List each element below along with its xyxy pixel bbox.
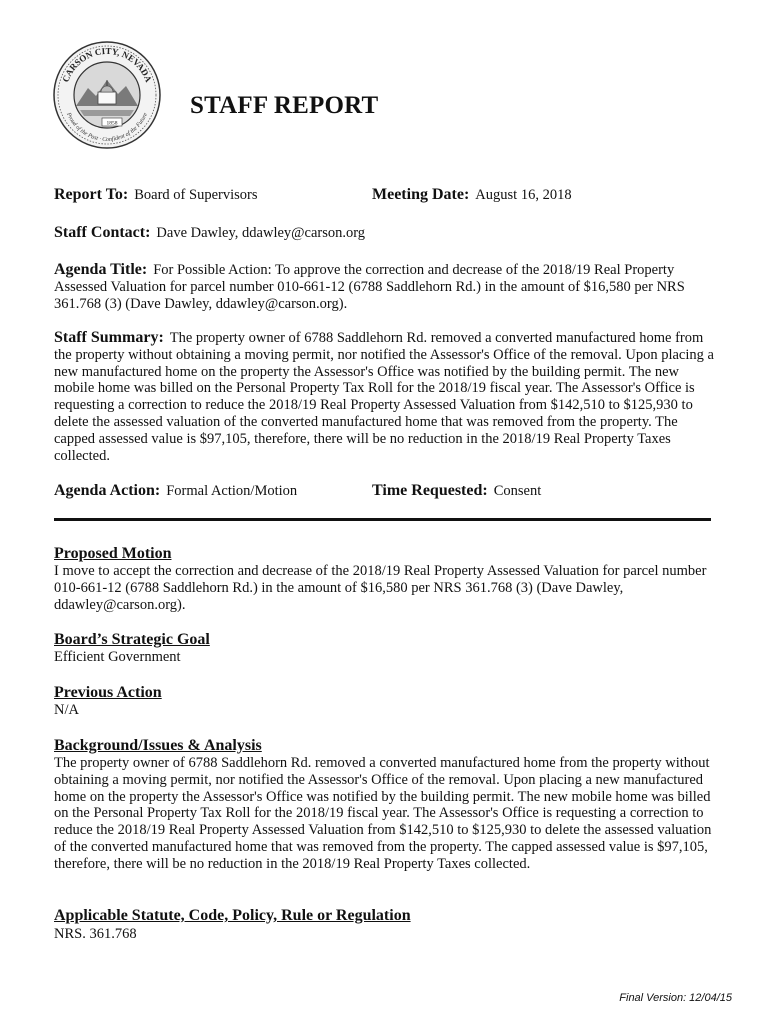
time-requested-label: Time Requested:	[372, 482, 488, 499]
agenda-title-paragraph	[54, 262, 718, 312]
statute-body: NRS. 361.768	[54, 926, 137, 942]
staff-contact-value: Dave Dawley, ddawley@carson.org	[156, 225, 366, 241]
agenda-action-value: Formal Action/Motion	[166, 483, 298, 499]
seal-city-text: CARSON CITY, NEVADA	[60, 45, 154, 84]
statute-heading: Applicable Statute, Code, Policy, Rule or Regulation	[54, 907, 411, 924]
previous-action-heading: Previous Action	[54, 684, 162, 701]
page-title: STAFF REPORT	[190, 92, 379, 119]
proposed-motion-heading: Proposed Motion	[54, 545, 172, 562]
time-requested-value: Consent	[493, 483, 542, 499]
staff-summary-paragraph	[54, 330, 718, 464]
meeting-date-value: August 16, 2018	[475, 187, 572, 203]
final-version-footer: Final Version: 12/04/15	[619, 992, 732, 1004]
meeting-date-field	[372, 186, 572, 204]
background-body: The property owner of 6788 Saddlehorn Rd. removed a converted manufactured home from the property without obtaining a moving permit, nor notified the Assessor's Office of the removal. Upon placing a new manufactured home on the property the Assessor's Office was notified by the building permit. The new mobile home was billed on the Personal Property Tax Roll for the 2018/19 fiscal year. The Assessor's Office is requesting a correction to reduce the 2018/19 Real Property Assessed Valuation from $142,510 to $125,930 to delete the assessed valuation of the converted manufactured home that was removed from the property. The capped assessed value is $97,105, therefore, there will be no reduction in the 2018/19 Real Property Taxes collected.	[54, 755, 712, 872]
proposed-motion-body: I move to accept the correction and decrease of the 2018/19 Real Property Assessed Valuation for parcel number 010-661-12 (6788 Saddlehorn Rd.) in the amount of $16,580 per NRS 361.768 (3) (Dave Dawley, ddawley@carson.org).	[54, 563, 707, 613]
svg-text:1858: 1858	[106, 120, 118, 127]
staff-contact-field	[54, 224, 365, 242]
staff-summary-label: Staff Summary:	[54, 329, 164, 346]
strategic-goal-body: Efficient Government	[54, 649, 181, 665]
meeting-date-label: Meeting Date:	[372, 186, 470, 203]
agenda-action-label: Agenda Action:	[54, 482, 161, 499]
city-seal-logo	[52, 40, 162, 150]
agenda-title-label: Agenda Title:	[54, 261, 148, 278]
report-to-field	[54, 186, 257, 204]
background-heading: Background/Issues & Analysis	[54, 737, 262, 754]
staff-summary-value: The property owner of 6788 Saddlehorn Rd. removed a converted manufactured home from the property without obtaining a moving permit, nor notified the Assessor's Office of the removal. Upon placing a new manufactured home on the property the Assessor's Office was notified by the building permit. The new mobile home was billed on the Personal Property Tax Roll for the 2018/19 fiscal year. The Assessor's Office is requesting a correction to reduce the 2018/19 Real Property Assessed Valuation from $142,510 to $125,930 to delete the assessed valuation of the converted manufactured home that was removed from the property. The capped assessed value is $97,105, therefore, there will be no reduction in the 2018/19 Real Property Taxes collected.	[54, 330, 714, 464]
report-to-value: Board of Supervisors	[134, 187, 258, 203]
agenda-title-value: For Possible Action: To approve the correction and decrease of the 2018/19 Real Property Assessed Valuation for parcel number 010-661-12 (6788 Saddlehorn Rd.) in the amount of $16,580 per NRS 361.768 (3) (Dave Dawley, ddawley@carson.org).	[54, 262, 685, 312]
seal-motto-text: Proud of the Past · Confident of the Future	[65, 112, 149, 144]
agenda-action-field	[54, 482, 297, 500]
report-to-label: Report To:	[54, 186, 129, 203]
strategic-goal-heading: Board’s Strategic Goal	[54, 631, 210, 648]
section-divider	[54, 518, 711, 521]
time-requested-field	[372, 482, 541, 500]
staff-contact-label: Staff Contact:	[54, 224, 151, 241]
previous-action-body: N/A	[54, 702, 79, 718]
